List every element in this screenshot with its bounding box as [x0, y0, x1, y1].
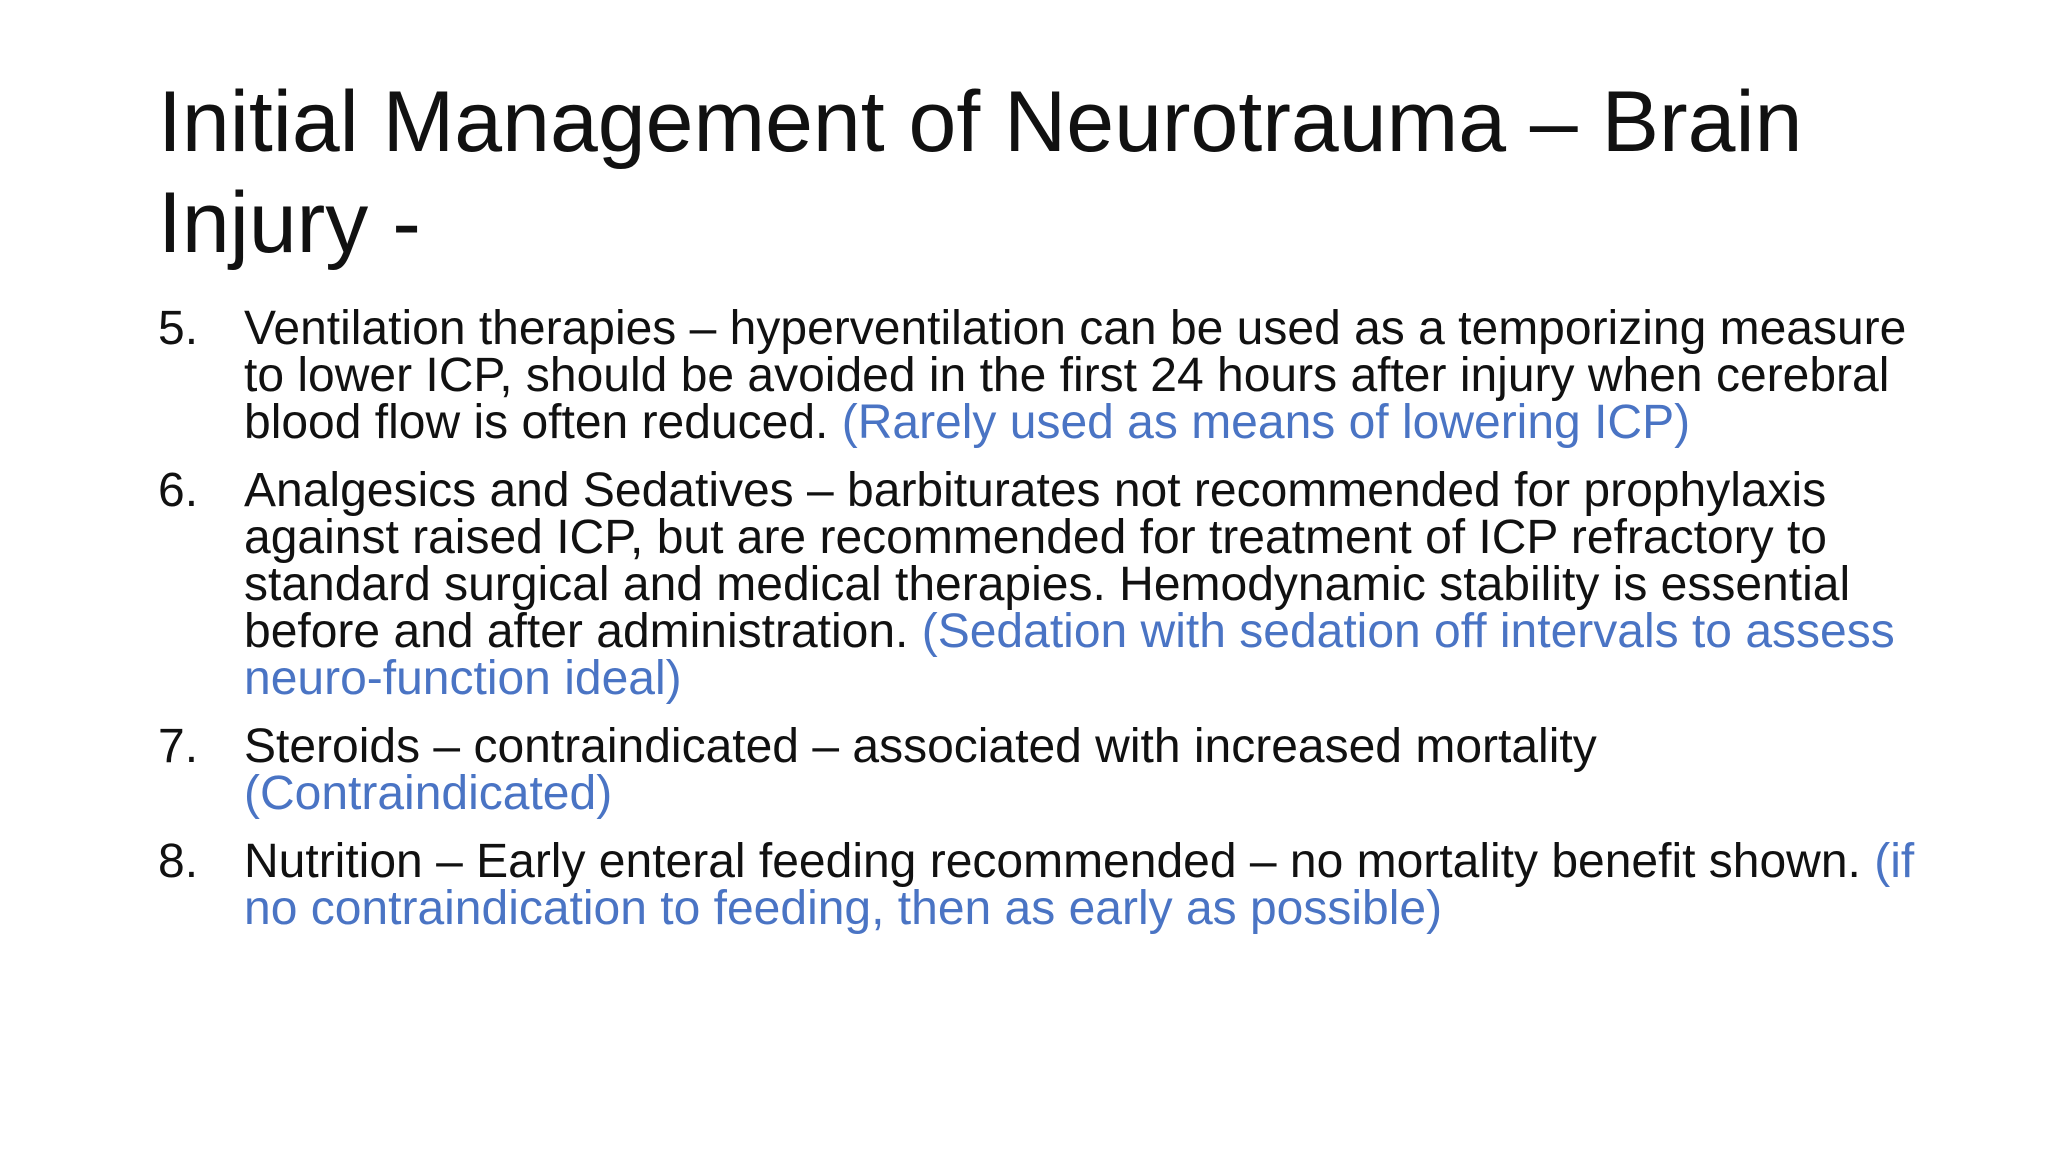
list-item-7: [158, 720, 1918, 820]
list-item-text: [244, 464, 1918, 705]
list-item-number: 7.: [158, 720, 199, 773]
list-item-note: (Rarely used as means of lowering ICP): [841, 396, 1691, 449]
list-item-main-text: Nutrition – Early enteral feeding recommended – no mortality benefit shown.: [244, 835, 1861, 888]
list-item-number: 8.: [158, 835, 199, 888]
list-item-6: [158, 464, 1918, 705]
list-item-text: [244, 835, 1918, 935]
list-item-main-text: Steroids – contraindicated – associated with increased mortality: [244, 720, 1597, 773]
slide-numbered-list: [158, 302, 1918, 953]
slide-title: Initial Management of Neurotrauma – Brain Injury -: [158, 74, 1803, 271]
list-item-number: 5.: [158, 302, 199, 355]
list-item-8: [158, 835, 1918, 935]
list-item-text: [244, 720, 1918, 820]
list-item-5: [158, 302, 1918, 449]
list-item-note: (Sedation with sedation off intervals to assess neuro-function ideal): [244, 605, 1895, 705]
list-item-main-text: Analgesics and Sedatives – barbiturates not recommended for prophylaxis against raised ICP, but are recommended for treatment of ICP refractory to standard surgical and medical therapies. Hemodynamic stability is essential before and after administration.: [244, 464, 1851, 658]
list-item-text: [244, 302, 1918, 449]
list-item-main-text: Ventilation therapies – hyperventilation can be used as a temporizing measure to lower ICP, should be avoided in the first 24 hours after injury when cerebral blood flow is often reduced.: [244, 302, 1907, 449]
list-item-note: (Contraindicated): [244, 767, 613, 820]
list-item-note: (if no contraindication to feeding, then as early as possible): [244, 835, 1915, 935]
list-item-number: 6.: [158, 464, 199, 517]
